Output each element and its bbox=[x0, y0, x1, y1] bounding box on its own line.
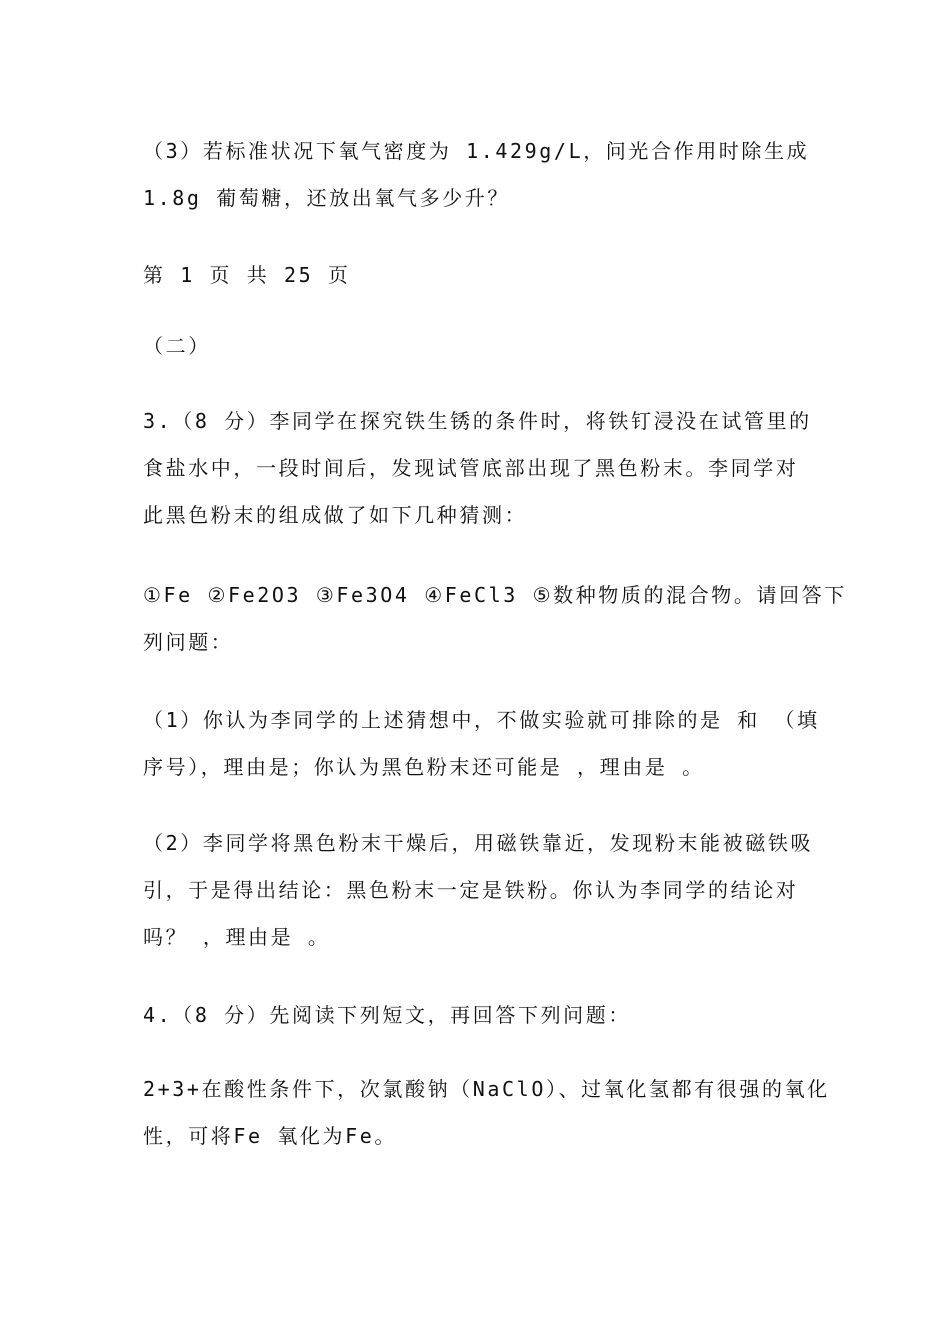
text-line: （1）你认为李同学的上述猜想中，不做实验就可排除的是 和 （填 bbox=[143, 708, 820, 732]
section-heading bbox=[143, 323, 808, 370]
text-line: （2）李同学将黑色粉末干燥后，用磁铁靠近，发现粉末能被磁铁吸 bbox=[143, 831, 814, 855]
text-line: 第 1 页 共 25 页 bbox=[143, 263, 351, 287]
text-line: ①Fe ②Fe2O3 ③Fe3O4 ④FeCl3 ⑤数种物质的混合物。请回答下 bbox=[143, 583, 847, 607]
question-3-options-paragraph bbox=[143, 572, 847, 666]
question-4-text-paragraph bbox=[143, 1066, 830, 1160]
question-3-oxygen-paragraph bbox=[143, 128, 808, 222]
text-line: 3.（8 分）李同学在探究铁生锈的条件时，将铁钉浸没在试管里的 bbox=[143, 409, 812, 433]
text-line: 2+3+在酸性条件下，次氯酸钠（NaClO）、过氧化氢都有很强的氧化 bbox=[143, 1077, 830, 1101]
text-line: （二） bbox=[143, 334, 211, 358]
question-3-part-1-paragraph bbox=[143, 697, 820, 791]
text-line: 引，于是得出结论：黑色粉末一定是铁粉。你认为李同学的结论对 bbox=[143, 878, 799, 902]
text-line: 吗？ ，理由是 。 bbox=[143, 925, 331, 949]
text-line: 列问题： bbox=[143, 630, 234, 654]
text-line: 性，可将Fe 氧化为Fe。 bbox=[143, 1124, 398, 1148]
text-line: 4.（8 分）先阅读下列短文，再回答下列问题： bbox=[143, 1003, 631, 1027]
text-line: 此黑色粉末的组成做了如下几种猜测： bbox=[143, 503, 528, 527]
question-4-intro-paragraph bbox=[143, 992, 808, 1039]
text-line: 序号），理由是；你认为黑色粉末还可能是 ，理由是 。 bbox=[143, 755, 705, 779]
page-number bbox=[143, 252, 808, 299]
text-line: 食盐水中，一段时间后，发现试管底部出现了黑色粉末。李同学对 bbox=[143, 456, 799, 480]
text-line: 1.8g 葡萄糖，还放出氧气多少升？ bbox=[143, 186, 511, 210]
question-3-part-2-paragraph bbox=[143, 820, 814, 961]
text-line: （3）若标准状况下氧气密度为 1.429g/L，问光合作用时除生成 bbox=[143, 139, 810, 163]
question-3-intro-paragraph bbox=[143, 398, 812, 539]
